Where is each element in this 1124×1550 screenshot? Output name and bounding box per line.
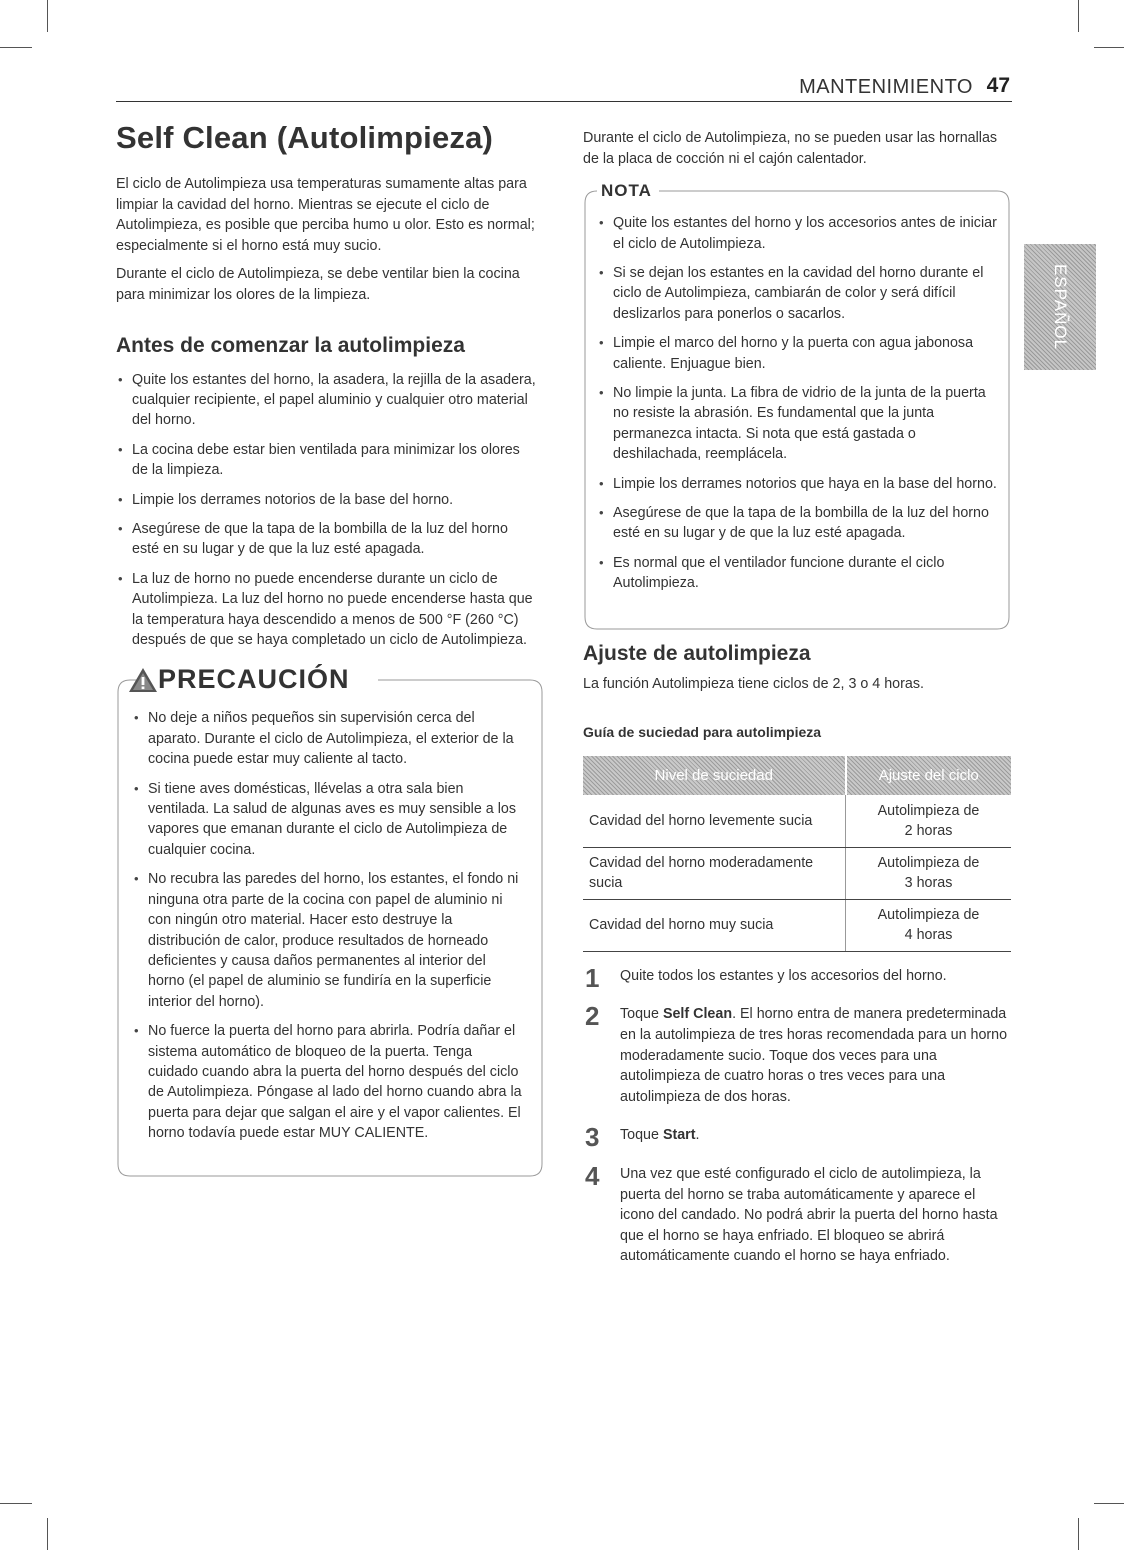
list-item: • Quite los estantes del horno y los accesorios antes de iniciar el ciclo de Autolimpieza. — [597, 213, 999, 254]
list-item: • No fuerce la puerta del horno para abrirla. Podría dañar el sistema automático de bloqueo de la puerta. Tenga cuidado cuando abra la puerta del horno después del ciclo de Autolimpieza. Póngase al lado del horno cuando abra la puerta para dejar que salgan el aire y el vapor calientes. El horno todavía puede estar MUY CALIENTE. — [132, 1021, 522, 1143]
step-text: Toque Self Clean. El horno entra de manera predeterminada en la autolimpieza de tres horas recomendada para un horno moderadamente sucio. Toque dos veces para una autolimpieza de cuatro horas o tres veces para una autolimpieza de dos horas. — [620, 1006, 1008, 1105]
table-row — [583, 795, 1011, 847]
page-number: 47 — [986, 74, 1010, 97]
caution-title: PRECAUCIÓN — [158, 664, 350, 695]
step-item — [583, 1160, 1013, 1267]
language-tab-label: ESPAÑOL — [1051, 263, 1070, 351]
crop-mark — [0, 47, 32, 48]
caution-header — [116, 664, 536, 708]
before-list — [116, 370, 536, 651]
right-intro: Durante el ciclo de Autolimpieza, no se pueden usar las hornallas de la placa de cocción ni el cajón calentador. — [583, 130, 998, 167]
step-number: 3 — [585, 1122, 600, 1153]
intro-paragraph: Durante el ciclo de Autolimpieza, se debe ventilar bien la cocina para minimizar los olores de la limpieza. — [116, 266, 520, 303]
list-item: • Es normal que el ventilador funcione durante el ciclo Autolimpieza. — [597, 553, 999, 594]
list-item: • Asegúrese de que la tapa de la bombilla de la luz del horno esté en su lugar y de que la luz esté apagada. — [116, 519, 536, 560]
cycle-setting: Autolimpieza de 3 horas — [846, 847, 1012, 899]
list-item: • No recubra las paredes del horno, los estantes, el fondo ni ninguna otra parte de la cocina con papel de aluminio ni con ningún otro material. Hacer esto destruye la distribución de calor, produce resultados de horneado deficientes y causa daños permanentes al interior del horno (el papel de aluminio se fundiría en la superficie interior del horno). — [132, 869, 522, 1012]
crop-mark — [47, 0, 48, 32]
right-column — [583, 128, 1013, 1285]
note-title: NOTA — [601, 181, 652, 201]
list-item: • Limpie el marco del horno y la puerta con agua jabonosa caliente. Enjuague bien. — [597, 333, 999, 374]
guide-title: Guía de suciedad para autolimpieza — [583, 724, 822, 741]
crop-mark — [1078, 1518, 1079, 1550]
left-column — [116, 120, 536, 1153]
table-row — [583, 847, 1011, 899]
step-number: 2 — [585, 1001, 600, 1032]
step-number: 4 — [585, 1160, 600, 1191]
list-item: • Limpie los derrames notorios que haya en la base del horno. — [597, 474, 999, 494]
list-item: • Quite los estantes del horno, la asadera, la rejilla de la asadera, cualquier recipiente, el papel aluminio y cualquier otro material del horno. — [116, 370, 536, 431]
step-item — [583, 962, 1013, 993]
list-item: • Si se dejan los estantes en la cavidad del horno durante el ciclo de Autolimpieza, cambiarán de color y será difícil deslizarlos para ponerlos o sacarlos. — [597, 263, 999, 324]
cycle-setting: Autolimpieza de 2 horas — [846, 795, 1012, 847]
crop-mark — [1094, 47, 1124, 48]
step-text: Una vez que esté configurado el ciclo de autolimpieza, la puerta del horno se traba automáticamente y aparece el icono del candado. No podrá abrir la puerta del horno hasta que el horno se haya enfriado. El bloqueo se abrirá automáticamente cuando el horno se haya enfriado. — [620, 1165, 998, 1265]
note-list — [583, 213, 1013, 594]
crop-mark — [1094, 1503, 1124, 1504]
list-item: • No limpie la junta. La fibra de vidrio de la junta de la puerta no resiste la abrasión. Es fundamental que la junta permanezca intacta. Si nota que está gastada o deshilachada, reemplácela. — [597, 383, 999, 465]
language-tab — [1024, 244, 1096, 370]
adjust-heading: Ajuste de autolimpieza — [583, 641, 811, 665]
step-text: Toque Start. — [620, 1127, 700, 1144]
step-text: Quite todos los estantes y los accesorios del horno. — [620, 967, 947, 984]
header-rule — [116, 101, 1012, 102]
soil-level: Cavidad del horno muy sucia — [583, 899, 846, 951]
table-header: Nivel de suciedad — [583, 756, 846, 795]
step-item — [583, 1122, 1013, 1153]
list-item: • La luz de horno no puede encenderse durante un ciclo de Autolimpieza. La luz del horno no puede encenderse hasta que la temperatura haya descendido a menos de 500 °F (260 °C) después de que se haya completado un ciclo de Autolimpieza. — [116, 569, 536, 651]
list-item: • Asegúrese de que la tapa de la bombilla de la luz del horno esté en su lugar y de que la luz esté apagada. — [597, 503, 999, 544]
step-number: 1 — [585, 962, 600, 993]
steps-list — [583, 962, 1013, 1267]
list-item: • No deje a niños pequeños sin supervisión cerca del aparato. Durante el ciclo de Autolimpieza, el exterior de la cocina puede estar muy caliente al tacto. — [132, 708, 522, 769]
crop-mark — [1078, 0, 1079, 32]
soil-level: Cavidad del horno levemente sucia — [583, 795, 846, 847]
adjust-intro: La función Autolimpieza tiene ciclos de 2, 3 o 4 horas. — [583, 675, 924, 692]
note-header — [583, 181, 1013, 213]
intro-paragraph: El ciclo de Autolimpieza usa temperaturas sumamente altas para limpiar la cavidad del horno. Mientras se ejecute el ciclo de Autolimpieza, es posible que perciba humo u olor. Esto es normal; especialmente si el horno está muy sucio. — [116, 176, 535, 254]
cycle-setting: Autolimpieza de 4 horas — [846, 899, 1012, 951]
section-title: MANTENIMIENTO — [799, 76, 973, 98]
list-item: • La cocina debe estar bien ventilada para minimizar los olores de la limpieza. — [116, 440, 536, 481]
soil-level: Cavidad del horno moderadamente sucia — [583, 847, 846, 899]
crop-mark — [0, 1503, 32, 1504]
page-title: Self Clean (Autolimpieza) — [116, 120, 494, 155]
warning-icon — [128, 666, 158, 694]
list-item: • Limpie los derrames notorios de la base del horno. — [116, 490, 536, 510]
step-item — [583, 1001, 1013, 1107]
table-header: Ajuste del ciclo — [846, 756, 1012, 795]
before-heading: Antes de comenzar la autolimpieza — [116, 333, 465, 357]
soil-guide-table — [583, 756, 1011, 952]
table-row — [583, 899, 1011, 951]
note-box — [583, 181, 1013, 594]
list-item: • Si tiene aves domésticas, llévelas a otra sala bien ventilada. La salud de algunas aves es muy sensible a los vapores que emanan durante el ciclo de Autolimpieza de cualquier cocina. — [132, 779, 522, 861]
crop-mark — [47, 1518, 48, 1550]
caution-box — [116, 664, 536, 1143]
